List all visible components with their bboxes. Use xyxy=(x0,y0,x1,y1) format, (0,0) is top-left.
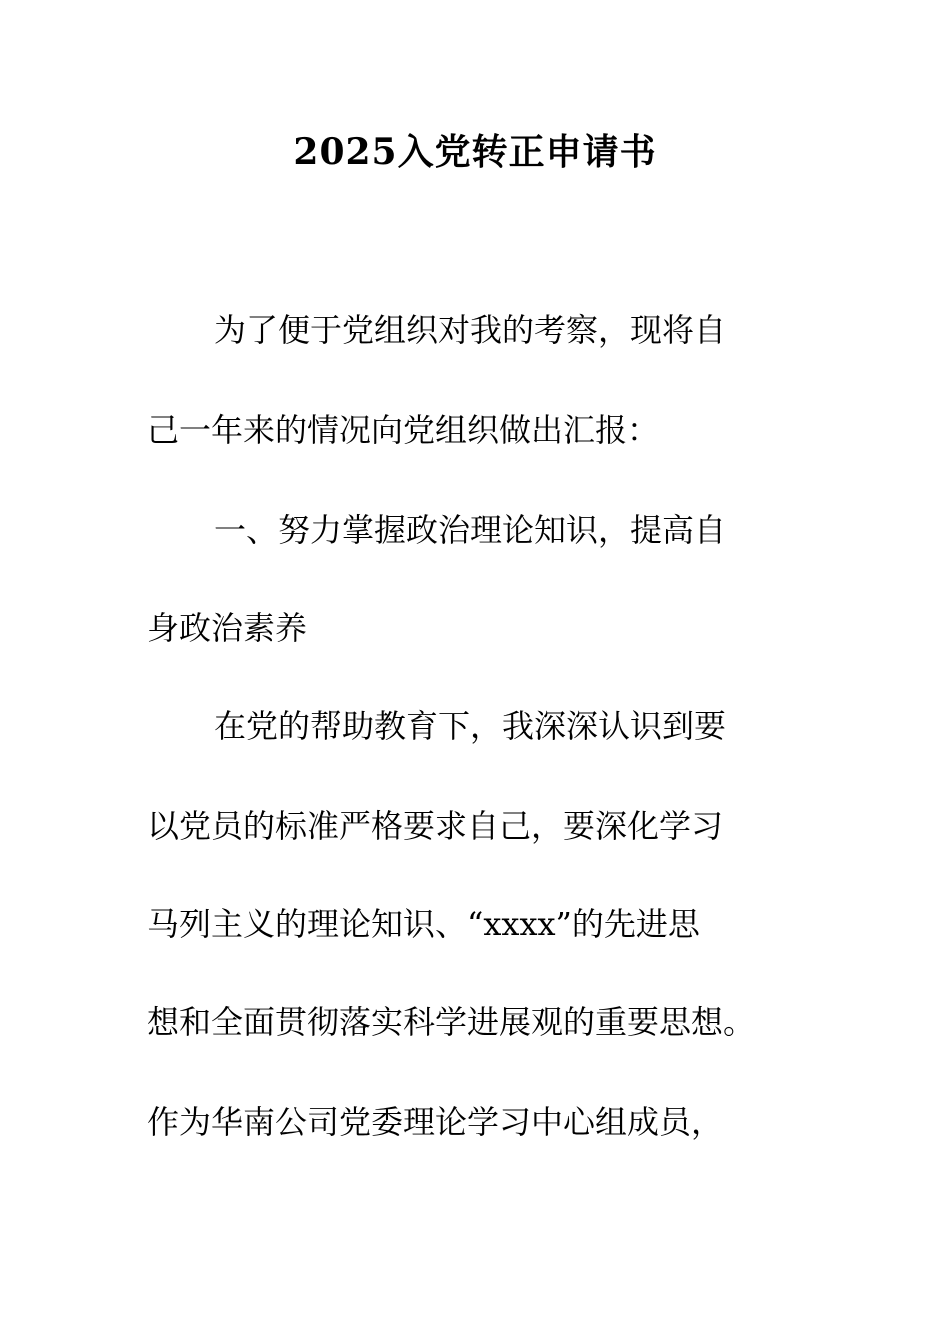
paragraph-line: 己一年来的情况向党组织做出汇报： xyxy=(147,411,660,449)
paragraph-line: 以党员的标准严格要求自己，要深化学习 xyxy=(147,807,724,845)
paragraph-line: 为了便于党组织对我的考察，现将自 xyxy=(214,311,727,349)
paragraph-line: 在党的帮助教育下，我深深认识到要 xyxy=(214,707,727,745)
document-title: 2025入党转正申请书 xyxy=(293,131,657,173)
paragraph-line: 想和全面贯彻落实科学进展观的重要思想。 xyxy=(147,1003,756,1041)
section-heading-line: 身政治素养 xyxy=(147,609,308,647)
paragraph-line: 马列主义的理论知识、“xxxx”的先进思 xyxy=(147,905,700,943)
section-heading-line: 一、努力掌握政治理论知识，提高自 xyxy=(214,511,727,549)
paragraph-line: 作为华南公司党委理论学习中心组成员， xyxy=(147,1103,724,1141)
